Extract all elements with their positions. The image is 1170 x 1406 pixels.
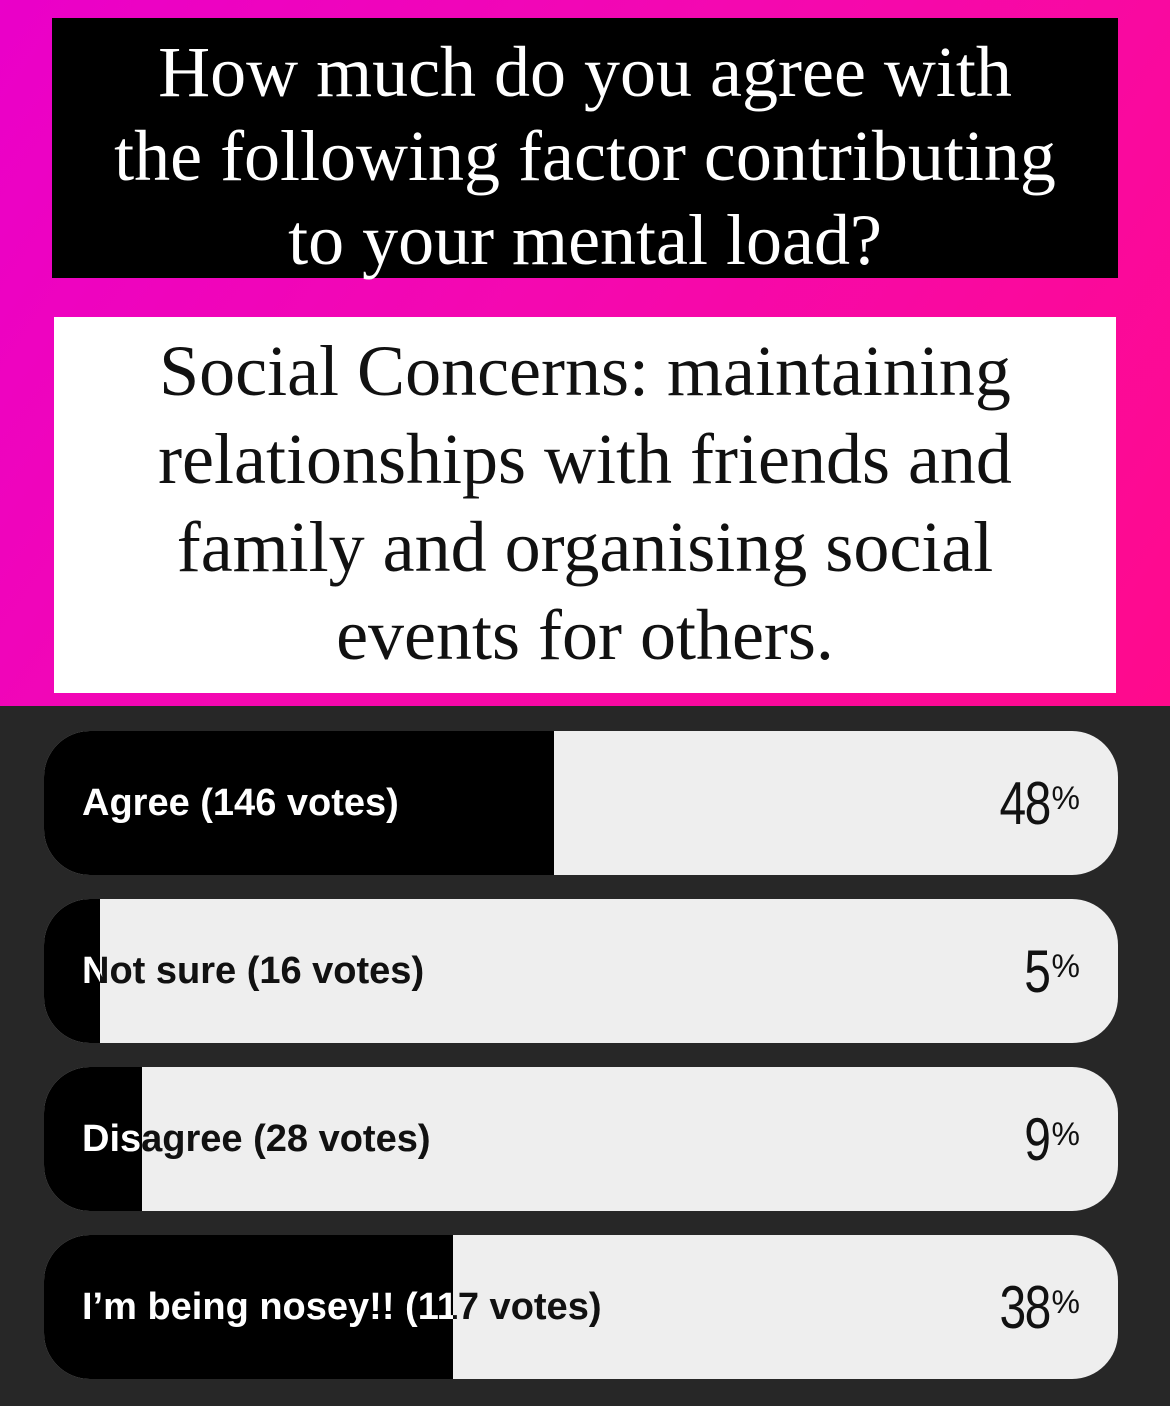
percent-value: 5 bbox=[1024, 937, 1050, 1005]
percent-symbol: % bbox=[1051, 1283, 1080, 1320]
poll-option-nosey[interactable] bbox=[44, 1235, 1118, 1379]
poll-option-agree[interactable] bbox=[44, 731, 1118, 875]
percent-symbol: % bbox=[1051, 779, 1080, 816]
topic-line: relationships with friends and bbox=[158, 419, 1012, 499]
topic-line: family and organising social bbox=[176, 507, 994, 587]
question-line: to your mental load? bbox=[288, 200, 882, 280]
percent-value: 9 bbox=[1024, 1105, 1050, 1173]
question-line: How much do you agree with bbox=[158, 32, 1012, 112]
question-box bbox=[52, 18, 1118, 278]
poll-option-label: Not sure (16 votes) bbox=[82, 949, 425, 992]
poll-option-label: Agree (146 votes) bbox=[82, 781, 399, 824]
topic-line: Social Concerns: maintaining bbox=[159, 331, 1011, 411]
poll-results bbox=[0, 706, 1170, 1406]
poll-option-disagree[interactable] bbox=[44, 1067, 1118, 1211]
question-line: the following factor contributing bbox=[114, 116, 1056, 196]
poll-option-not-sure[interactable] bbox=[44, 899, 1118, 1043]
percent-symbol: % bbox=[1051, 947, 1080, 984]
percent-symbol: % bbox=[1051, 1115, 1080, 1152]
poll-option-percent bbox=[1018, 899, 1080, 1043]
percent-value: 48 bbox=[999, 769, 1050, 837]
poll-option-percent bbox=[987, 1235, 1080, 1379]
topic-box bbox=[54, 317, 1116, 693]
topic-line: events for others. bbox=[336, 595, 834, 675]
poll-option-percent bbox=[1018, 1067, 1080, 1211]
percent-value: 38 bbox=[999, 1273, 1050, 1341]
poll-option-percent bbox=[987, 731, 1080, 875]
poll-option-label: I’m being nosey!! (117 votes) bbox=[82, 1285, 602, 1328]
poll-option-label: Disagree (28 votes) bbox=[82, 1117, 431, 1160]
